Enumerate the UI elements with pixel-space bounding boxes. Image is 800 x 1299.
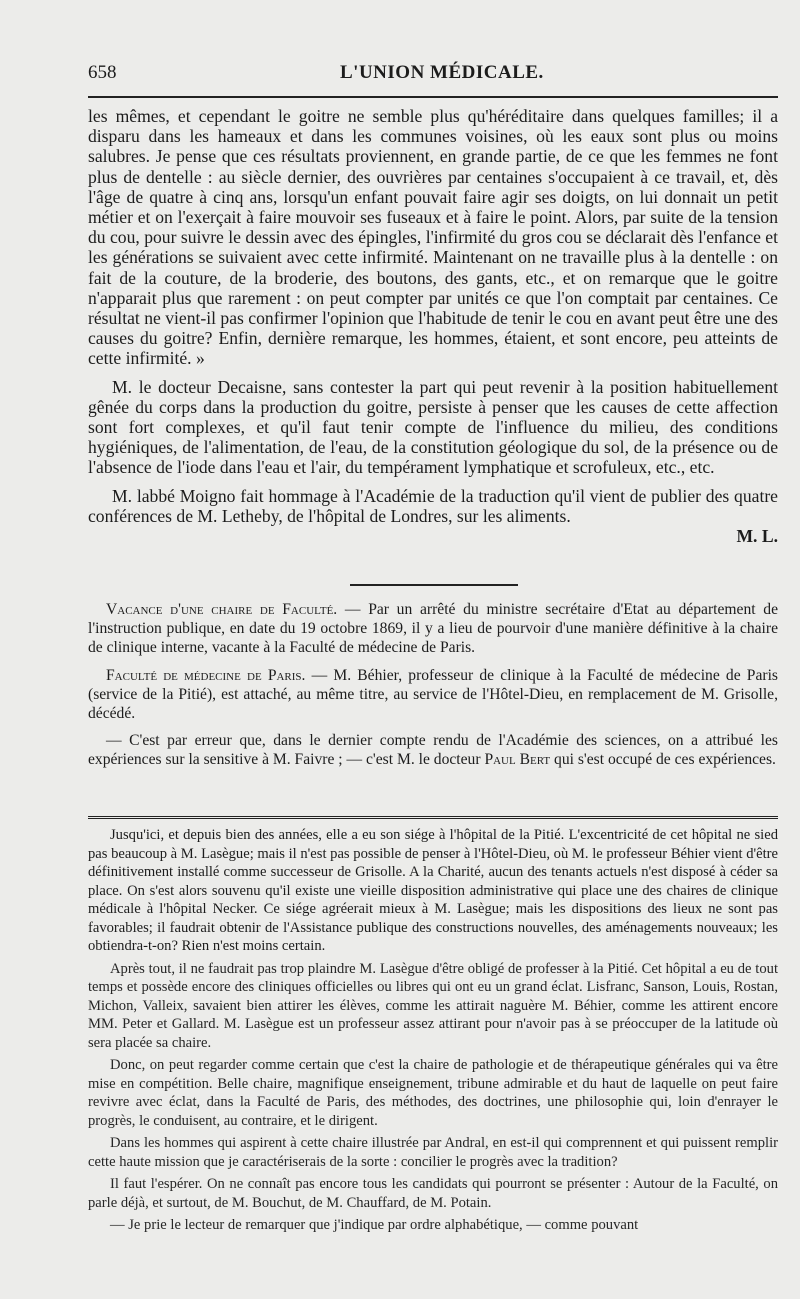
feuilleton-paragraph: Jusqu'ici, et depuis bien des années, elle a eu son siége à l'hôpital de la Pitié. L'excentricité de cet hôpital ne sied pas beaucoup à M. Lasègue; mais il n'est pas possible de penser à l'Hôtel-Dieu, où M. le professeur Béhier vient d'être définitivement installé comme successeur de Grisolle. A la Charité, aucun des tenants actuels n'est disposé à céder sa place. On s'est alors souvenu qu'il existe une vieille disposition administrative qui place une des chaires de clinique médicale à l'hôpital Necker. Ce siége agréerait mieux à M. Lasègue; mais les dispositions des lieux ne sont pas favorables; il faudrait obtenir de l'Assistance publique des constructions nouvelles, des aménagements nouveaux; les obtiendra-t-on? Rien n'est moins certain. <box>88 827 778 954</box>
feuilleton-paragraph: — Je prie le lecteur de remarquer que j'indique par ordre alphabétique, — comme pouvant <box>110 1217 639 1233</box>
article-paragraph: M. le docteur Decaisne, sans contester la part qui peut revenir à la position habituellement gênée du corps dans la production du goitre, persiste à penser que les causes de cette affection sont fort complexes, et qu'il faut tenir compte de l'influence du milieu, des conditions hygiéniques, de l'alimentation, de l'eau, de la constitution géologique du sol, de la présence ou de l'absence de l'iode dans l'eau et l'air, du tempérament lymphatique et scrofuleux, etc., etc. <box>88 376 778 478</box>
journal-title: L'UNION MÉDICALE. <box>340 62 544 83</box>
page-number: 658 <box>88 62 117 83</box>
article-paragraph: M. labbé Moigno fait hommage à l'Académie de la traduction qu'il vient de publier des quatre conférences de M. Letheby, de l'hôpital de Londres, sur les aliments. <box>88 485 778 526</box>
notice-text: qui s'est occupé de ces expériences. <box>550 751 776 769</box>
feuilleton-paragraph: Donc, on peut regarder comme certain que c'est la chaire de pathologie et de thérapeutique générales qui va être mise en compétition. Belle chaire, magnifique enseignement, tribune admirable et du haut de laquelle on peut faire revivre avec éclat, dans la Faculté de Paris, des méthodes, des doctrines, une philosophie qui, loin d'enrayer le progrès, le conduisent, au contraire, et le dirigent. <box>88 1057 778 1129</box>
header-rule <box>88 96 778 98</box>
notice-text: — Par un arrêté du ministre secrétaire d'Etat au département de l'instruction publique, en date du 19 octobre 1869, il y a lieu de pourvoir d'une manière définitive à la chaire de clinique interne, vacante à la Faculté de médecine de Paris. <box>88 601 778 657</box>
notice-text: — M. Béhier, professeur de clinique à la Faculté de médecine de Paris (service de la Pitié), est attaché, au même titre, au service de l'Hôtel-Dieu, en remplacement de M. Grisolle, décédé. <box>88 666 778 723</box>
page-header <box>88 62 778 88</box>
notice-heading: Faculté de médecine de Paris. <box>106 666 306 684</box>
feuilleton-rule <box>88 816 778 823</box>
section-divider <box>350 584 518 586</box>
notice-name: Paul Bert <box>484 751 551 769</box>
main-article <box>88 106 778 546</box>
notice-heading: Vacance d'une chaire de Faculté. <box>106 601 338 618</box>
feuilleton-paragraph: Après tout, il ne faudrait pas trop plaindre M. Lasègue d'être obligé de professer à la Pitié. Cet hôpital a eu de tout temps et possède encore des cliniques officielles ou libres qui ont eu un grand éclat. Lisfranc, Sanson, Louis, Rostan, Michon, Valleix, savaient bien attirer les élèves, comme les attirait naguère M. Béhier, comme les attirent encore MM. Peter et Gallard. M. Lasègue est un professeur assez attirant pour n'avoir pas à se préoccuper de la latitude où sera placée sa chaire. <box>88 960 778 1051</box>
notice-erratum <box>88 731 778 769</box>
article-signature: M. L. <box>736 526 778 547</box>
article-paragraph: les mêmes, et cependant le goitre ne semble plus qu'héréditaire dans quelques familles; il a disparu dans les hameaux et dans les communes voisines, où les eaux sont plus ou moins salubres. Je pense que ces résultats proviennent, en grande partie, de ce que les femmes ne font plus de dentelle : au siècle dernier, des ouvrières par centaines s'occupaient à ce travail, et, dès l'âge de quatre à cinq ans, lorsqu'un enfant pouvait faire agir ses doigts, on lui donnait un petit métier et on l'exerçait à faire mouvoir ses fuseaux et à faire le point. Alors, par suite de la tension du cou, pour suivre le dessin avec des épingles, l'infirmité du gros cou se déclarait dès l'enfance et les générations se suivaient avec cette infirmité. Maintenant on ne travaille plus à la dentelle : on fait de la couture, de la broderie, des boutons, des gants, etc., et on remarque que le goitre n'apparait plus que rarement : on peut compter par unités ce que l'on comptait par centaines. Ce résultat ne vient-il pas confirmer l'opinion que l'habitude de tenir le cou en avant peut être une des causes du goitre? Enfin, dernière remarque, les hommes, étaient, et sont encore, peu atteints de cette infirmité. » <box>88 106 778 369</box>
notice-vacance <box>88 600 778 658</box>
feuilleton-paragraph: Dans les hommes qui aspirent à cette chaire illustrée par Andral, en est-il qui comprennent et qui puissent remplir cette haute mission que je caractériserais de la sorte : concilier le progrès avec la tradition? <box>88 1135 778 1170</box>
notice-faculte <box>88 666 778 724</box>
notice-text: — C'est par erreur que, dans le dernier compte rendu de l'Académie des sciences, on a attribué les expériences sur la sensitive à M. Faivre ; — c'est M. le docteur <box>88 732 778 769</box>
news-notices <box>88 600 778 778</box>
feuilleton-column <box>88 826 778 1239</box>
feuilleton-paragraph: Il faut l'espérer. On ne connaît pas encore tous les candidats qui pourront se présenter : Autour de la Faculté, on parle déjà, et surtout, de M. Bouchut, de M. Chauffard, de M. Potain. <box>88 1176 778 1211</box>
